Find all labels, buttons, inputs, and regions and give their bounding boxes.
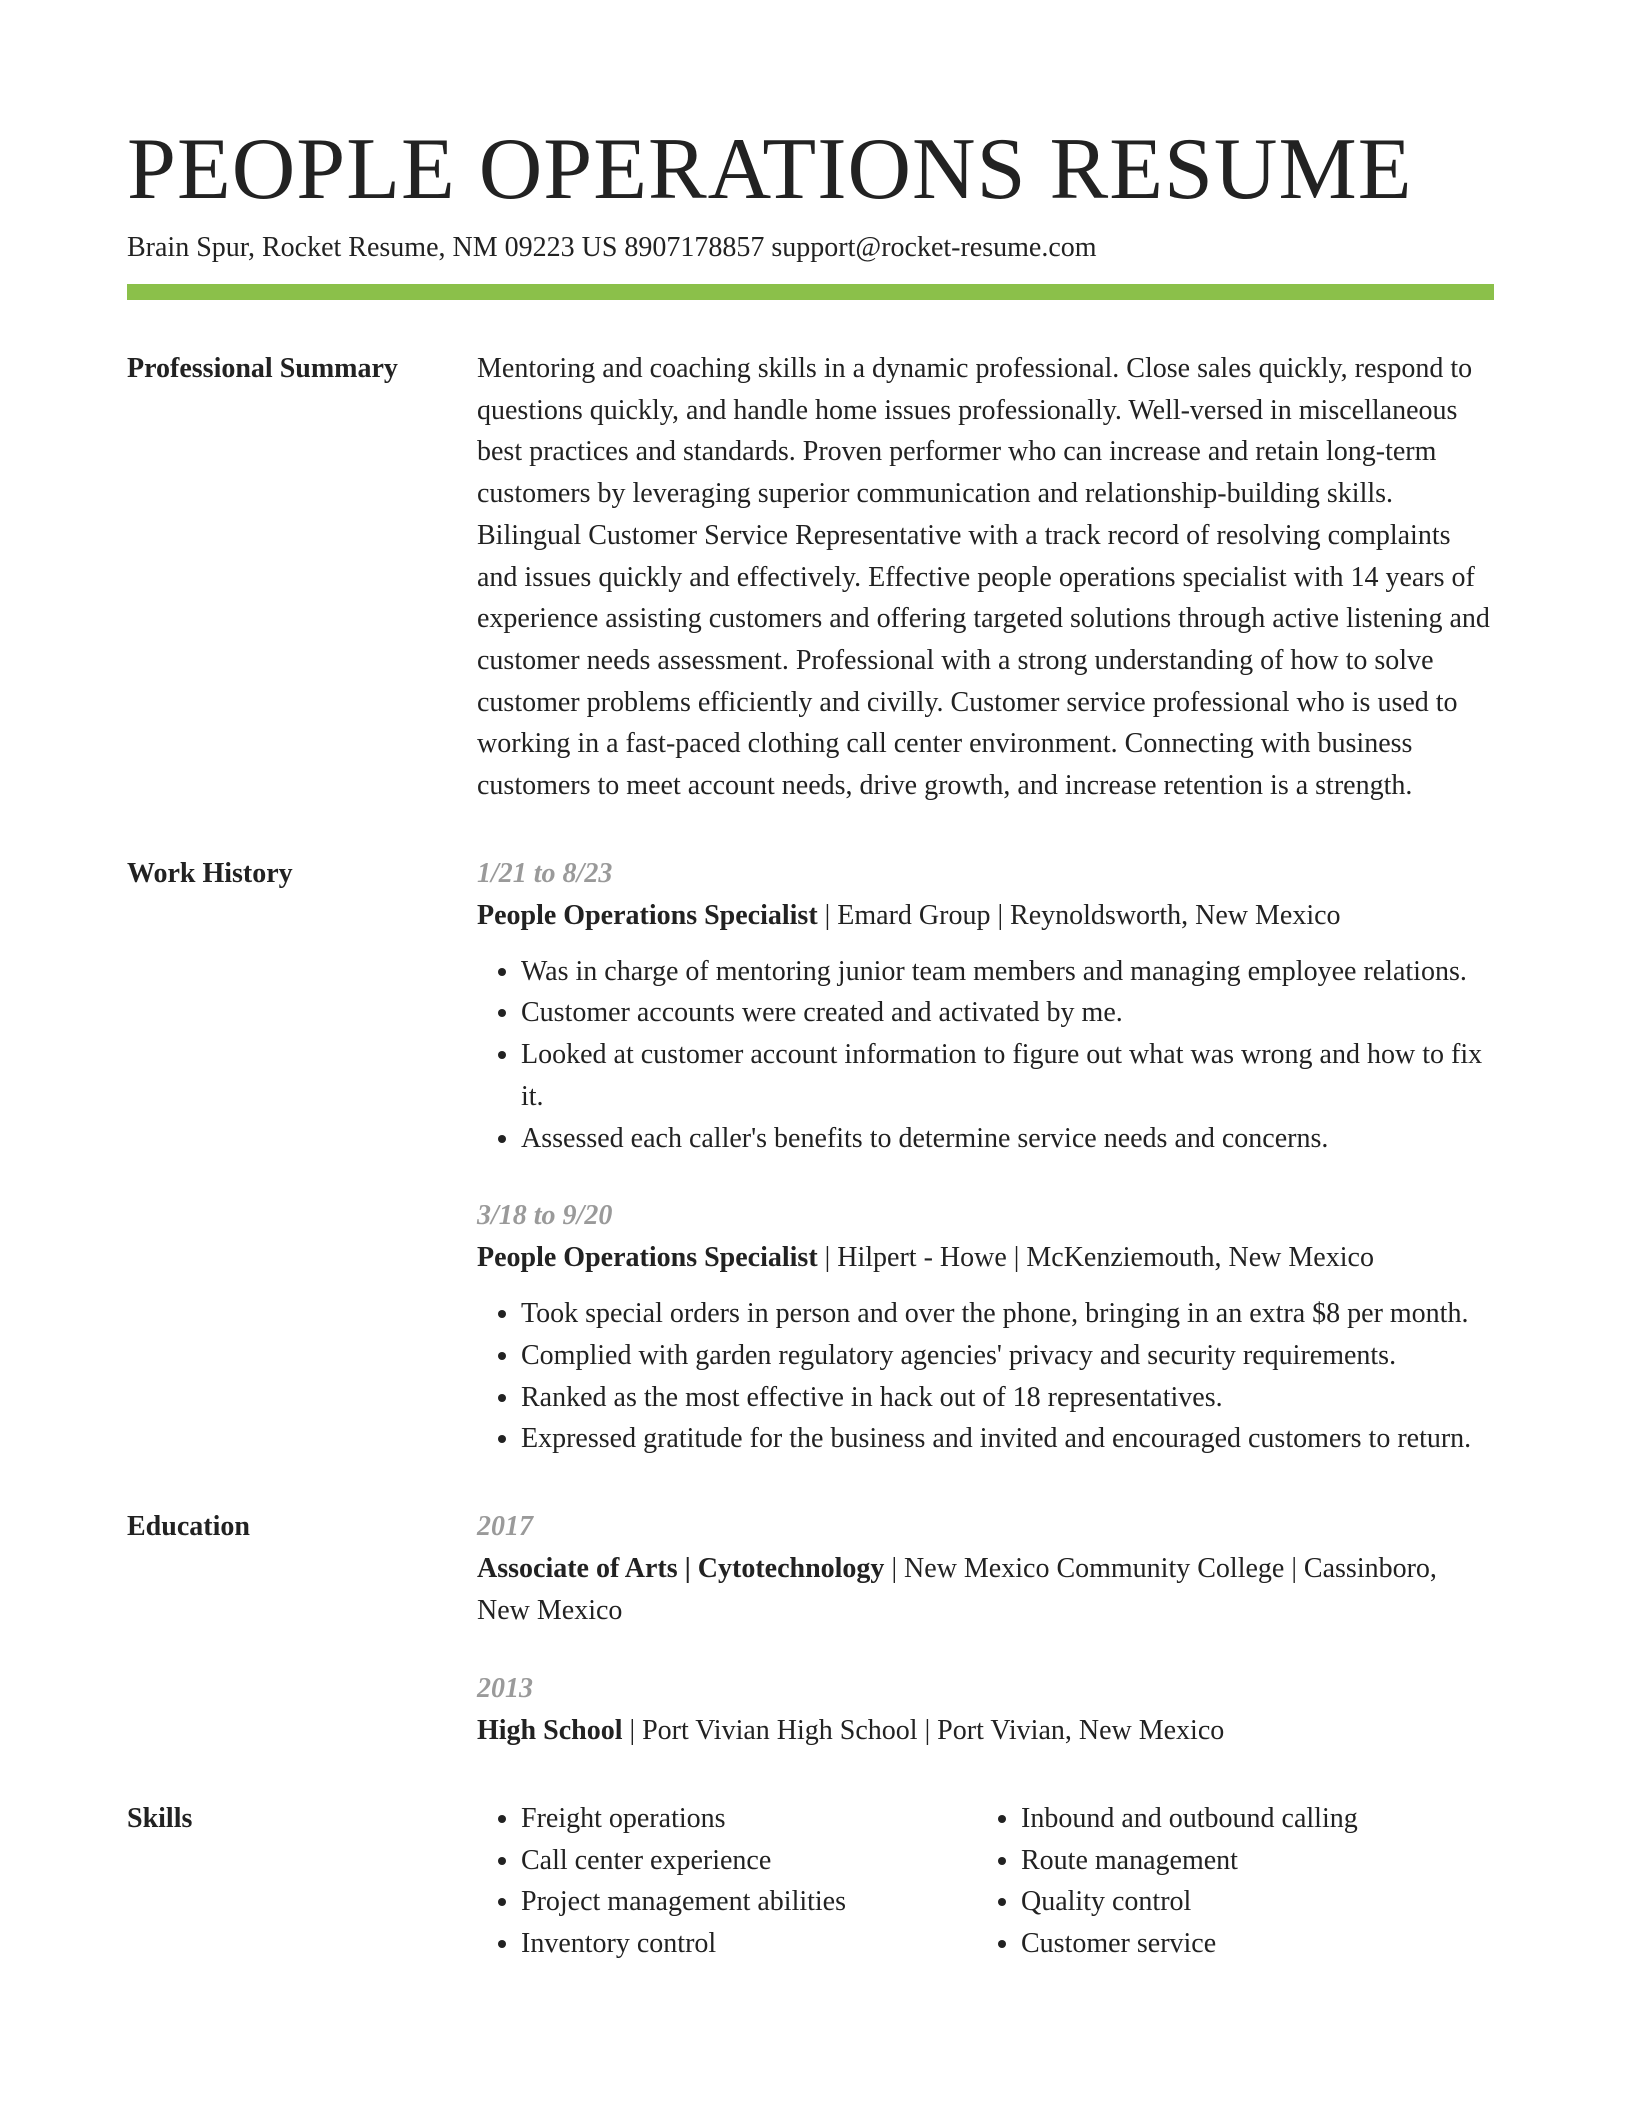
education-heading [477, 1548, 1494, 1632]
education-section [127, 1506, 1494, 1752]
skill-item: • Customer service [1021, 1923, 1477, 1965]
skill-item: • Call center experience [521, 1840, 977, 1882]
section-label-summary: Professional Summary [127, 353, 398, 384]
skill-item: • Inventory control [521, 1923, 977, 1965]
summary-text: Mentoring and coaching skills in a dynamic professional. Close sales quickly, respond to questions quickly, and handle home issues professionally. Well-versed in miscellaneous best practices and standards. Proven performer who can increase and retain long-term customers by leveraging superior communication and relationship-building skills. Bilingual Customer Service Representative with a track record of resolving complaints and issues quickly and effectively. Effective people operations specialist with 14 years of experience assisting customers and offering targeted solutions through active listening and customer needs assessment. Professional with a strong understanding of how to solve customer problems efficiently and civilly. Customer service professional who is used to working in a fast-paced clothing call center environment. Connecting with business customers to meet account needs, drive growth, and increase retention is a strength. [477, 353, 1490, 802]
job-details: | Emard Group | Reynoldsworth, New Mexico [817, 899, 1341, 931]
job-entry [477, 1195, 1494, 1460]
skill-item: • Freight operations [521, 1798, 977, 1840]
job-bullet: • Expressed gratitude for the business and invited and encouraged customers to return. [521, 1418, 1494, 1460]
job-bullet: • Took special orders in person and over the phone, bringing in an extra $8 per month. [521, 1293, 1494, 1335]
skill-item: • Inbound and outbound calling [1021, 1798, 1477, 1840]
job-bullet: • Ranked as the most effective in hack out of 18 representatives. [521, 1377, 1494, 1419]
job-bullet: • Looked at customer account information to figure out what was wrong and how to fix it. [521, 1034, 1494, 1117]
section-label-education: Education [127, 1511, 250, 1543]
skills-grid [477, 1798, 1494, 1965]
job-bullet: • Assessed each caller's benefits to determine service needs and concerns. [521, 1118, 1494, 1160]
education-details: | New Mexico Community College | Cassinboro, New Mexico [477, 1553, 1437, 1627]
resume-title: PEOPLE OPERATIONS RESUME [127, 121, 1413, 218]
resume-page [127, 120, 1494, 1965]
education-year: 2013 [477, 1673, 533, 1705]
job-entry [477, 853, 1494, 1160]
education-degree: High School [477, 1715, 623, 1747]
job-bullet: • Customer accounts were created and activated by me. [521, 992, 1494, 1034]
education-details: | Port Vivian High School | Port Vivian, New Mexico [622, 1715, 1225, 1747]
skill-item: • Route management [1021, 1840, 1477, 1882]
skills-section [127, 1798, 1494, 1965]
job-details: | Hilpert - Howe | McKenziemouth, New Mexico [817, 1242, 1374, 1274]
section-label-skills: Skills [127, 1803, 193, 1835]
education-degree: Associate of Arts | Cytotechnology [477, 1553, 885, 1585]
work-history-section [127, 853, 1494, 1460]
education-year: 2017 [477, 1511, 533, 1543]
summary-section [127, 348, 1494, 807]
job-bullets [477, 951, 1494, 1160]
skills-column-right [977, 1798, 1477, 1965]
job-title: People Operations Specialist [477, 1242, 818, 1274]
job-dates: 3/18 to 9/20 [477, 1200, 613, 1232]
section-label-work-history: Work History [127, 857, 293, 889]
skills-column-left [477, 1798, 977, 1965]
job-bullet: • Complied with garden regulatory agencies' privacy and security requirements. [521, 1335, 1494, 1377]
contact-line: Brain Spur, Rocket Resume, NM 09223 US 8907178857 support@rocket-resume.com [127, 232, 1097, 263]
job-title: People Operations Specialist [477, 899, 818, 931]
job-dates: 1/21 to 8/23 [477, 857, 613, 889]
job-bullets [477, 1293, 1494, 1460]
education-entry [477, 1668, 1494, 1752]
accent-divider [127, 284, 1494, 300]
skill-item: • Quality control [1021, 1881, 1477, 1923]
job-heading [477, 895, 1494, 937]
skill-item: • Project management abilities [521, 1881, 977, 1923]
education-heading [477, 1710, 1494, 1752]
job-heading [477, 1237, 1494, 1279]
education-entry [477, 1506, 1494, 1632]
job-bullet: • Was in charge of mentoring junior team members and managing employee relations. [521, 951, 1494, 993]
